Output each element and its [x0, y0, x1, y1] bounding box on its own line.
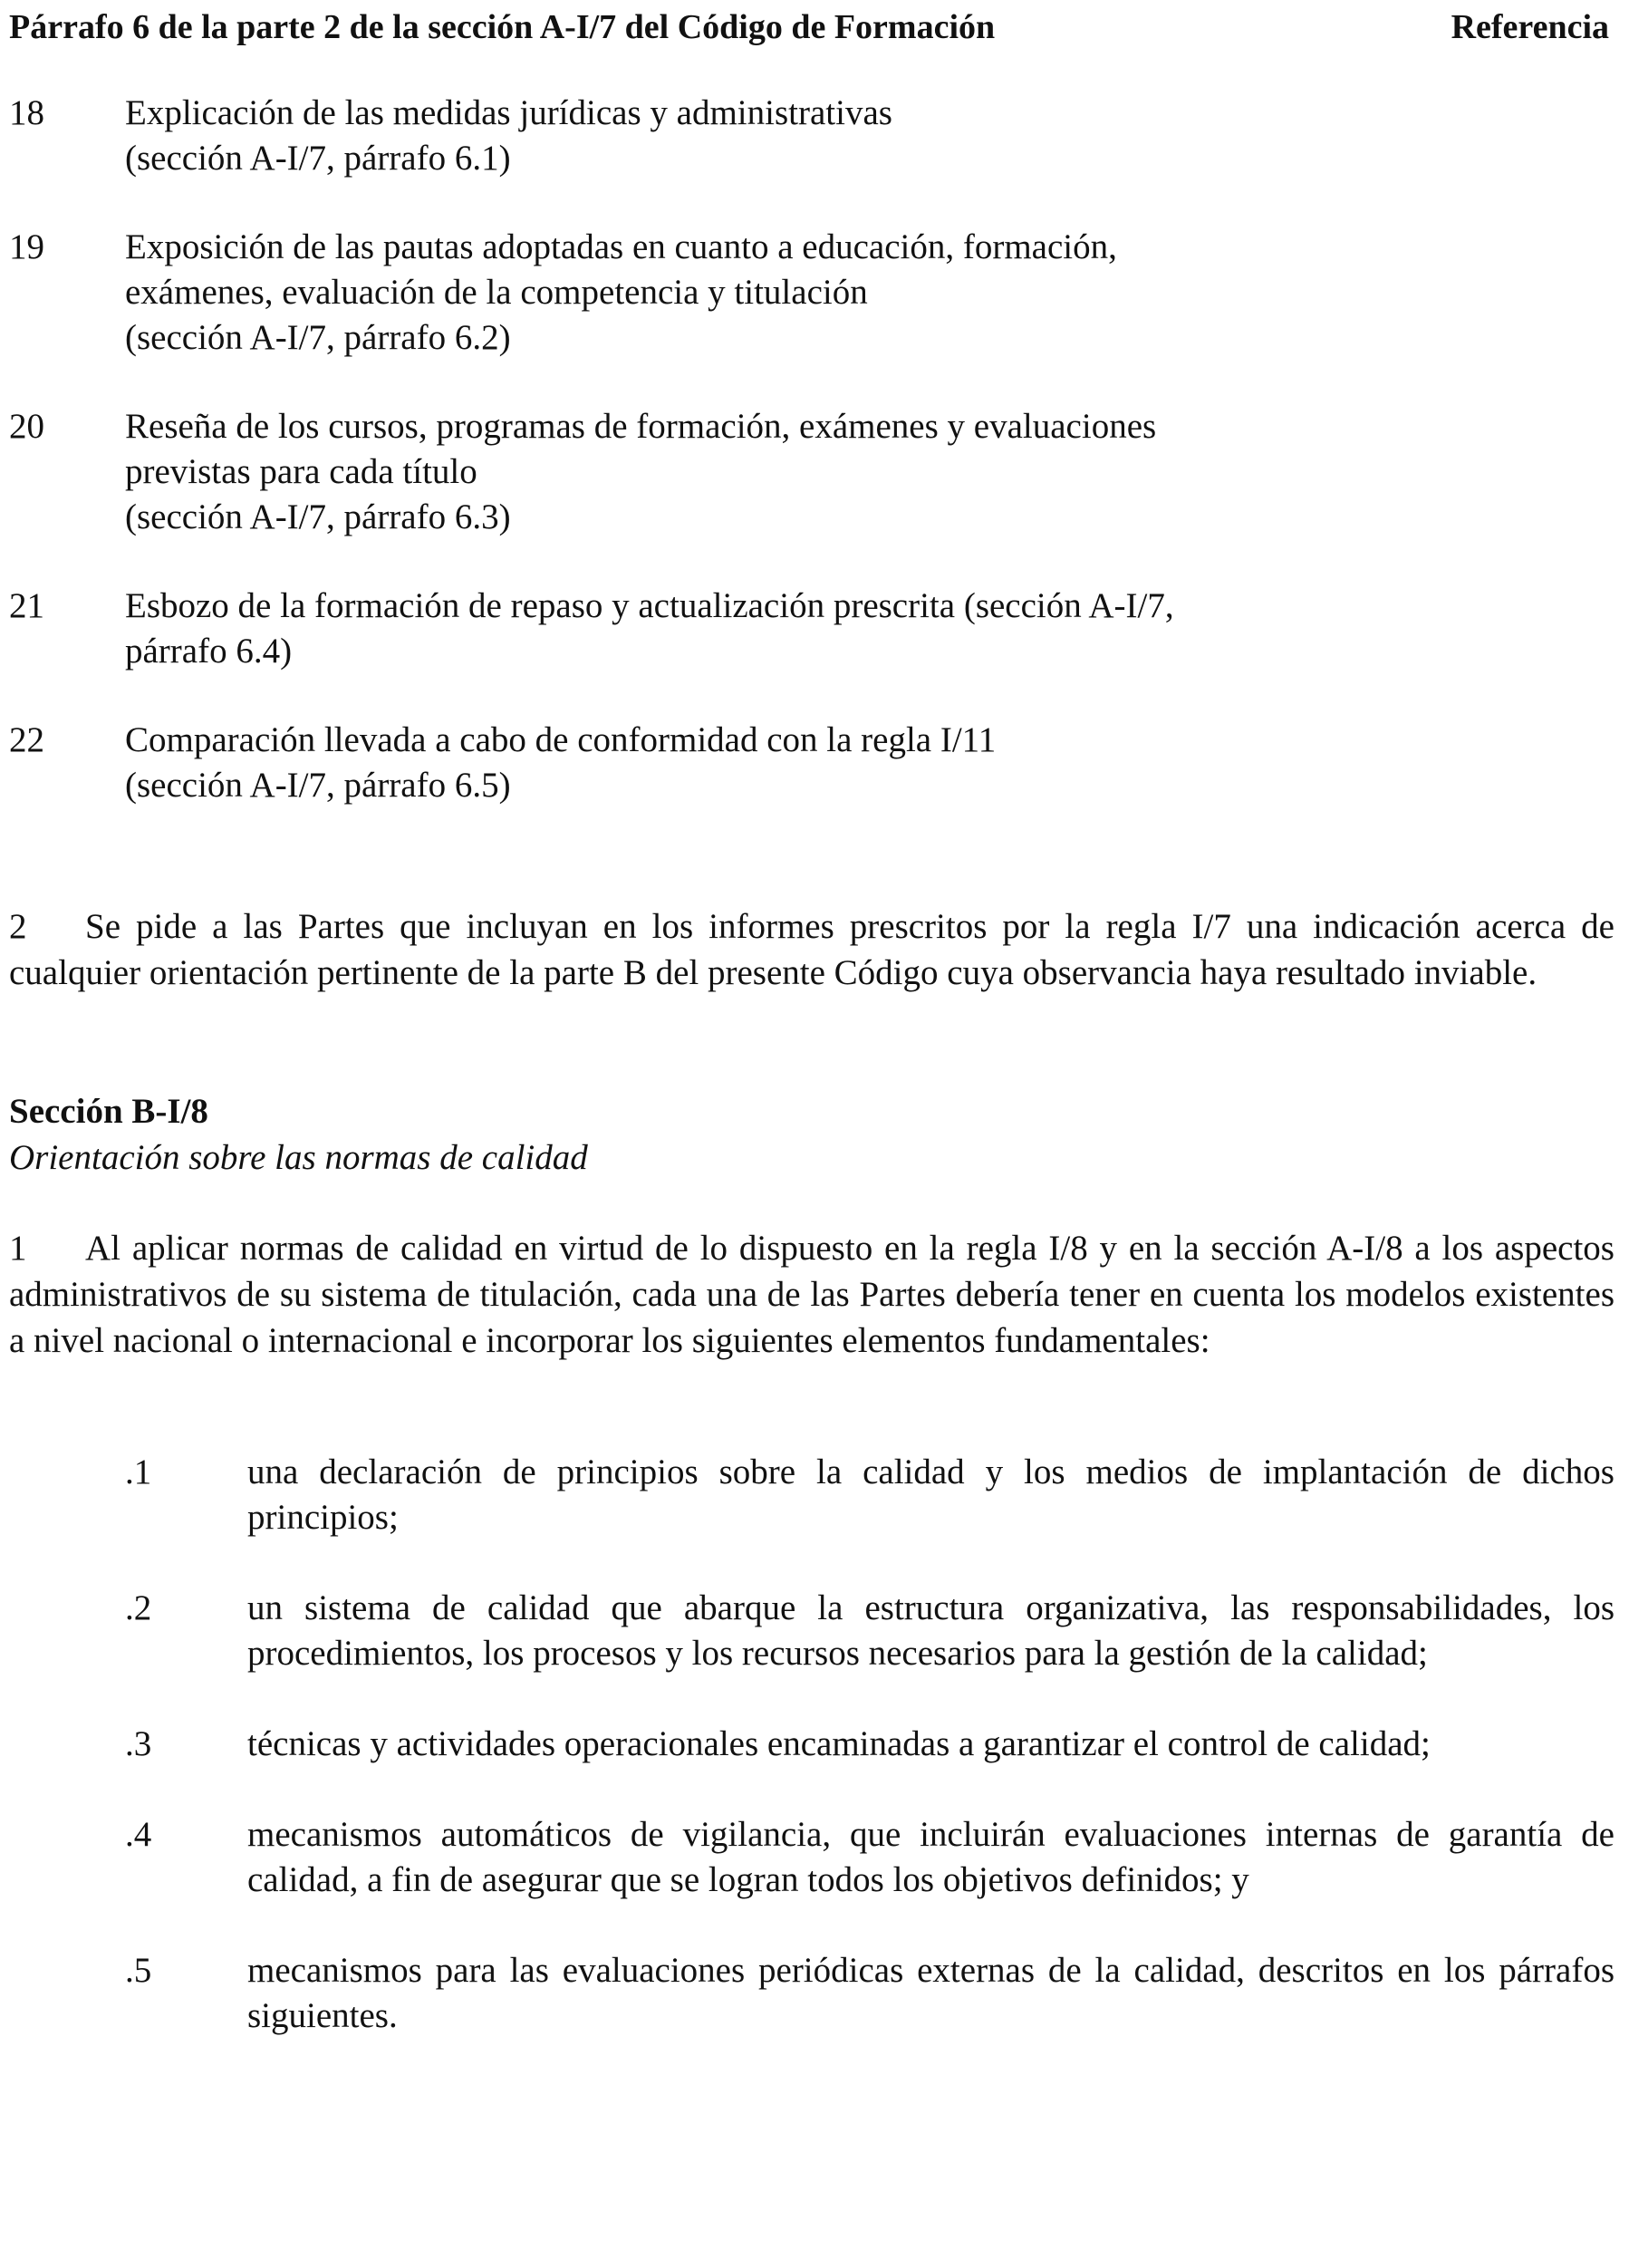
- list-item: [9, 718, 1567, 808]
- list-item: [9, 91, 1567, 181]
- page-header: [9, 4, 1609, 51]
- sub-item: [125, 1812, 1615, 1903]
- item-line: (sección A-I/7, párrafo 6.3): [125, 497, 511, 536]
- item-line: exámenes, evaluación de la competencia y titulación: [125, 273, 868, 312]
- item-line: (sección A-I/7, párrafo 6.2): [125, 318, 511, 357]
- section-subtitle: Orientación sobre las normas de calidad: [9, 1138, 588, 1177]
- item-number: 18: [9, 93, 44, 132]
- sub-item-text: técnicas y actividades operacionales encaminadas a garantizar el control de calidad;: [247, 1724, 1431, 1763]
- elements-list: [125, 1450, 1615, 2084]
- header-title: Párrafo 6 de la parte 2 de la sección A-I/7 del Código de Formación: [9, 8, 996, 46]
- paragraph-text: Al aplicar normas de calidad en virtud de lo dispuesto en la regla I/8 y en la sección A-I/8 a los aspectos administrativos de su sistema de titulación, cada una de las Partes debería tener en cuenta los modelos existentes a nivel nacional o internacional e incorporar los siguientes elementos fundamentales:: [9, 1229, 1615, 1360]
- item-number: 21: [9, 586, 44, 625]
- sub-item: [125, 1722, 1615, 1767]
- sub-item-number: .4: [125, 1815, 152, 1854]
- header-reference: Referencia: [1451, 8, 1609, 46]
- item-number: 22: [9, 720, 44, 759]
- paragraph-text: Se pide a las Partes que incluyan en los informes prescritos por la regla I/7 una indicación acerca de cualquier orientación pertinente de la parte B del presente Código cuya observancia haya resultado inviable.: [9, 907, 1615, 992]
- item-line: Esbozo de la formación de repaso y actualización prescrita (sección A-I/7,: [125, 586, 1174, 625]
- list-item: [9, 404, 1567, 540]
- sub-item: [125, 1450, 1615, 1540]
- sub-item-number: .1: [125, 1452, 152, 1491]
- sub-item-text: mecanismos para las evaluaciones periódicas externas de la calidad, descritos en los párrafos siguientes.: [247, 1951, 1615, 2035]
- item-line: Explicación de las medidas jurídicas y administrativas: [125, 93, 892, 132]
- item-line: (sección A-I/7, párrafo 6.1): [125, 139, 511, 178]
- item-line: Reseña de los cursos, programas de formación, exámenes y evaluaciones: [125, 407, 1157, 446]
- paragraph-2: [9, 903, 1615, 996]
- sub-item: [125, 1586, 1615, 1676]
- paragraph-1: [9, 1225, 1615, 1364]
- sub-item-text: una declaración de principios sobre la calidad y los medios de implantación de dichos principios;: [247, 1452, 1615, 1537]
- item-number: 19: [9, 227, 44, 266]
- item-line: previstas para cada título: [125, 452, 477, 491]
- sub-item-number: .2: [125, 1588, 152, 1627]
- item-line: Comparación llevada a cabo de conformidad con la regla I/11: [125, 720, 997, 759]
- paragraph-number: 1: [9, 1229, 27, 1268]
- reference-list: [9, 91, 1567, 852]
- item-line: Exposición de las pautas adoptadas en cuanto a educación, formación,: [125, 227, 1117, 266]
- sub-item-text: un sistema de calidad que abarque la estructura organizativa, las responsabilidades, los procedimientos, los procesos y los recursos necesarios para la gestión de la calidad;: [247, 1588, 1615, 1673]
- list-item: [9, 584, 1567, 674]
- sub-item: [125, 1948, 1615, 2039]
- item-line: párrafo 6.4): [125, 632, 293, 671]
- paragraph-number: 2: [9, 907, 27, 946]
- sub-item-number: .5: [125, 1951, 152, 1990]
- item-number: 20: [9, 407, 44, 446]
- sub-item-text: mecanismos automáticos de vigilancia, que incluirán evaluaciones internas de garantía de calidad, a fin de asegurar que se logran todos los objetivos definidos; y: [247, 1815, 1615, 1899]
- section-title: Sección B-I/8: [9, 1092, 208, 1131]
- item-line: (sección A-I/7, párrafo 6.5): [125, 766, 511, 805]
- list-item: [9, 225, 1567, 361]
- sub-item-number: .3: [125, 1724, 152, 1763]
